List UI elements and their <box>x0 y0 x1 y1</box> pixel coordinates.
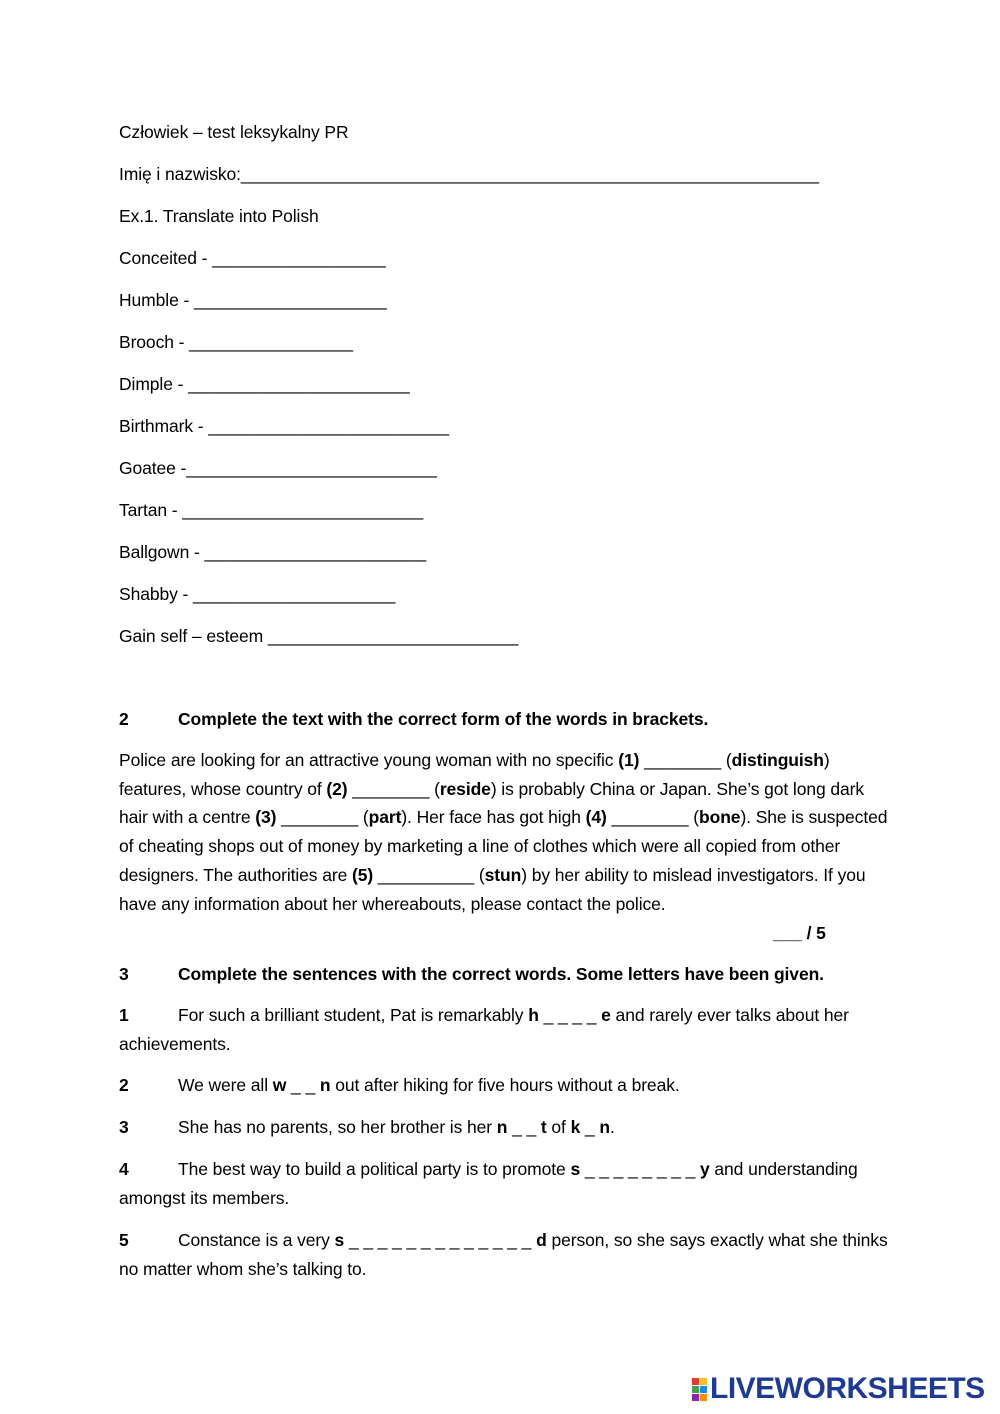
gap-2[interactable]: ________ ( <box>347 778 440 799</box>
text-run: and rarely ever talks about her achievements. <box>119 1005 849 1054</box>
translate-item-self-esteem[interactable]: Gain self – esteem __________________________ <box>119 626 519 646</box>
given-letter: t <box>540 1117 547 1137</box>
sentence-number: 1 <box>119 1005 129 1025</box>
logo-tile <box>700 1394 707 1401</box>
text-run: The best way to build a political party is to promote <box>178 1159 571 1179</box>
letter-gaps[interactable]: _ _ _ _ _ _ _ _ <box>580 1159 700 1179</box>
base-word-distinguish: distinguish <box>731 750 824 770</box>
base-word-part: part <box>368 807 402 828</box>
given-letter: s <box>570 1159 581 1179</box>
translate-item-goatee[interactable]: Goatee -__________________________ <box>119 458 437 478</box>
given-letter: k <box>570 1117 581 1137</box>
gap-4[interactable]: ________ ( <box>606 807 700 828</box>
text-run: ) is probably China or Japan. She’s got long dark hair with a centre <box>119 778 865 828</box>
gap-number-1: (1) <box>618 750 640 770</box>
letter-gaps[interactable]: _ <box>580 1117 600 1137</box>
exercise-3-instruction: Complete the sentences with the correct words. Some letters have been given. <box>178 964 824 984</box>
given-letter: e <box>601 1005 611 1025</box>
given-letter: w <box>272 1075 287 1095</box>
exercise-2-heading <box>119 707 708 731</box>
letter-gaps[interactable]: _ _ <box>286 1075 320 1095</box>
translate-item-birthmark[interactable]: Birthmark - _________________________ <box>119 416 450 436</box>
text-run: of <box>546 1117 571 1137</box>
text-run: We were all <box>178 1075 273 1095</box>
translate-item-dimple[interactable]: Dimple - _______________________ <box>119 374 410 394</box>
sentence-5 <box>119 1226 889 1283</box>
given-letter: h <box>528 1005 539 1025</box>
letter-gaps[interactable]: _ _ _ _ _ _ _ _ _ _ _ _ _ <box>344 1230 537 1250</box>
sentence-4 <box>119 1155 889 1212</box>
text-run: ). Her face has got high <box>401 807 586 828</box>
text-run: Constance is a very <box>178 1230 335 1250</box>
translate-item-brooch[interactable]: Brooch - _________________ <box>119 332 353 352</box>
translate-item-shabby[interactable]: Shabby - _____________________ <box>119 584 396 604</box>
given-letter: s <box>334 1230 345 1250</box>
logo-tile <box>692 1394 699 1401</box>
sentence-3 <box>119 1113 889 1142</box>
letter-gaps[interactable]: _ _ _ _ <box>538 1005 602 1025</box>
gap-number-2: (2) <box>326 778 348 799</box>
text-run: ) by her ability to mislead investigators. If you have any information about her whereabouts, please contact the police. <box>119 864 866 914</box>
sentence-number: 3 <box>119 1117 129 1137</box>
liveworksheets-logo-text: LIVEWORKSHEETS <box>710 1372 985 1405</box>
text-run: person, so she says exactly what she thinks no matter whom she’s talking to. <box>119 1230 888 1279</box>
sentence-number: 5 <box>119 1230 129 1250</box>
student-name-line[interactable]: Imię i nazwisko:____________________________________________________________ <box>119 164 819 184</box>
gap-number-3: (3) <box>255 807 277 828</box>
exercise-1-title: Ex.1. Translate into Polish <box>119 206 319 226</box>
logo-tile <box>700 1378 707 1385</box>
exercise-2-paragraph <box>119 746 889 918</box>
given-letter: n <box>319 1075 331 1095</box>
gap-1[interactable]: ________ ( <box>639 750 732 770</box>
base-word-bone: bone <box>699 807 741 828</box>
gap-3[interactable]: ________ ( <box>276 807 369 828</box>
given-letter: y <box>700 1159 710 1179</box>
exercise-3-heading <box>119 962 824 986</box>
sentence-number: 2 <box>119 1075 129 1095</box>
translate-item-ballgown[interactable]: Ballgown - _______________________ <box>119 542 427 562</box>
liveworksheets-logo-icon <box>692 1378 707 1401</box>
translate-item-humble[interactable]: Humble - ____________________ <box>119 290 387 310</box>
given-letter: d <box>536 1230 547 1250</box>
logo-tile <box>700 1386 707 1393</box>
gap-number-5: (5) <box>351 864 374 885</box>
text-run: ) features, whose country of <box>119 750 830 799</box>
given-letter: n <box>496 1117 508 1137</box>
given-letter: n <box>599 1117 610 1137</box>
letter-gaps[interactable]: _ _ <box>507 1117 541 1137</box>
document-title: Człowiek – test leksykalny PR <box>119 122 349 142</box>
liveworksheets-logo[interactable] <box>692 1374 985 1404</box>
exercise-2-instruction: Complete the text with the correct form of the words in brackets. <box>178 709 709 729</box>
text-run: and understanding amongst its members. <box>119 1159 858 1208</box>
translate-item-conceited[interactable]: Conceited - __________________ <box>119 248 386 268</box>
sentence-1 <box>119 1001 889 1058</box>
logo-tile <box>692 1386 699 1393</box>
exercise-3-number: 3 <box>119 964 129 984</box>
exercise-2-number: 2 <box>119 709 129 729</box>
logo-tile <box>692 1378 699 1385</box>
text-run: Police are looking for an attractive young woman with no specific <box>119 750 619 770</box>
base-word-reside: reside <box>439 778 491 799</box>
text-run: She has no parents, so her brother is her <box>178 1117 497 1137</box>
base-word-stun: stun <box>484 864 522 885</box>
exercise-2-score[interactable]: ___ / 5 <box>773 923 826 943</box>
text-run: ). She is suspected of cheating shops out of money by marketing a line of clothes which were all copied from other designers. The authorities are <box>119 807 888 885</box>
text-run: . <box>609 1117 615 1137</box>
gap-5[interactable]: __________ ( <box>373 864 485 885</box>
translate-item-tartan[interactable]: Tartan - _________________________ <box>119 500 424 520</box>
sentence-2 <box>119 1071 889 1100</box>
text-run: out after hiking for five hours without a break. <box>330 1075 680 1095</box>
text-run: For such a brilliant student, Pat is remarkably <box>178 1005 529 1025</box>
gap-number-4: (4) <box>585 807 607 828</box>
sentence-number: 4 <box>119 1159 129 1179</box>
